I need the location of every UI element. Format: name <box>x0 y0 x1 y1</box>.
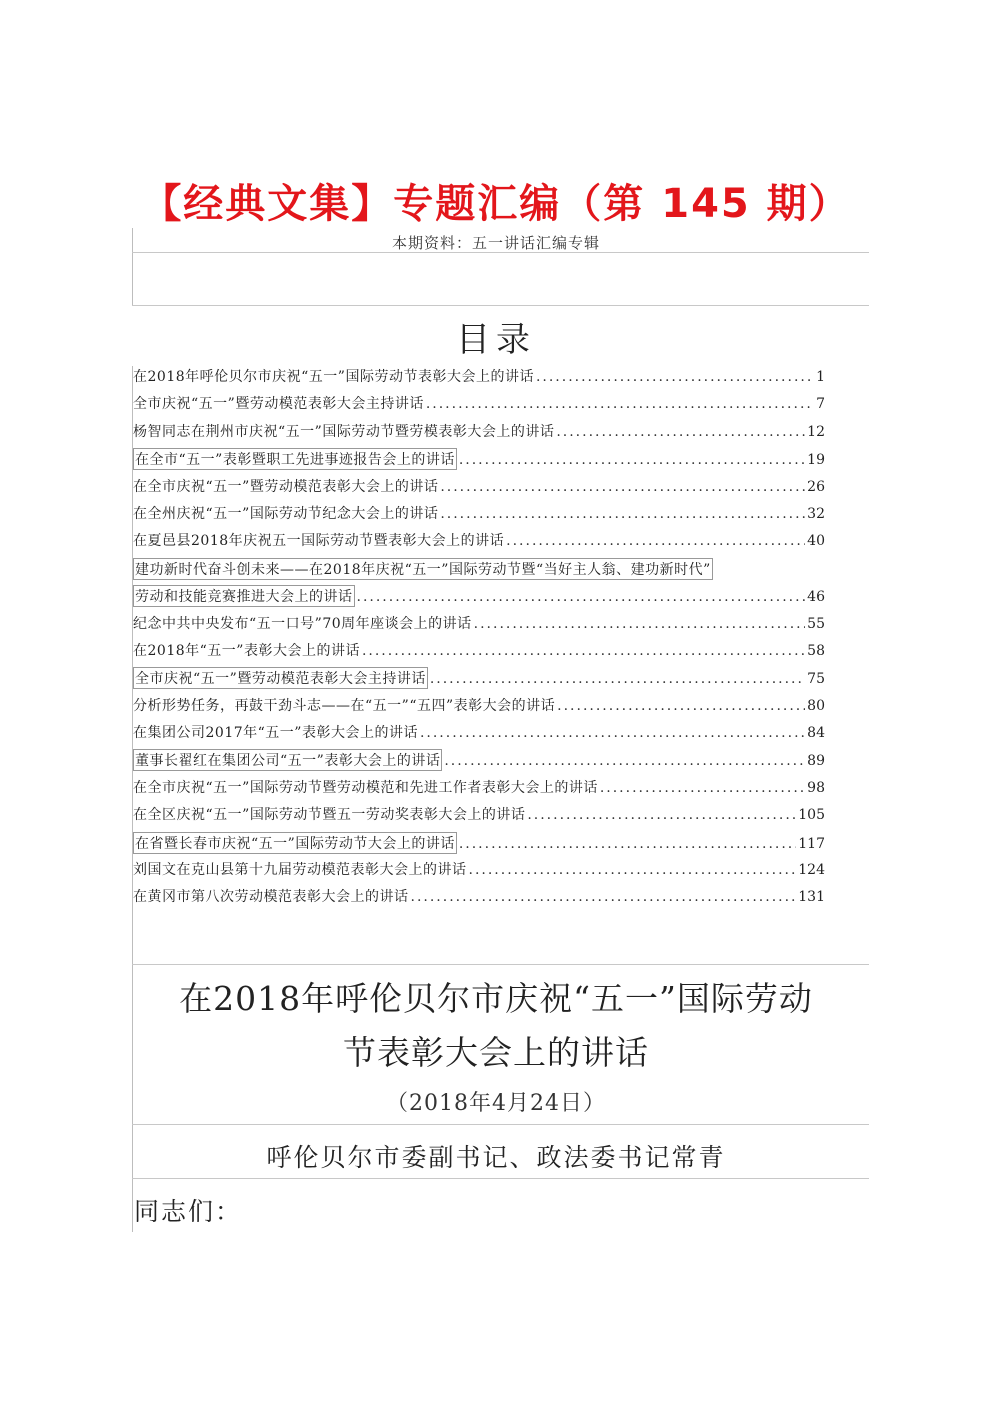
table-of-contents <box>133 366 825 914</box>
toc-entry-title: 杨智同志在荆州市庆祝“五一”国际劳动节暨劳模表彰大会上的讲话 <box>133 423 555 440</box>
speech-greeting: 同志们： <box>134 1197 243 1226</box>
toc-entry-title: 在2018年“五一”表彰大会上的讲话 <box>133 642 360 659</box>
toc-entry-title: 在全区庆祝“五一”国际劳动节暨五一劳动奖表彰大会上的讲话 <box>133 807 526 824</box>
issue-subtitle: 本期资料：五一讲话汇编专辑 <box>391 234 600 252</box>
toc-entry[interactable] <box>133 421 825 448</box>
toc-page-number: 55 <box>807 615 825 632</box>
toc-entry-title: 刘国文在克山县第十九届劳动模范表彰大会上的讲话 <box>133 862 467 879</box>
toc-entry[interactable] <box>133 585 825 612</box>
divider-line <box>132 305 869 306</box>
toc-entry-title: 建功新时代奋斗创未来——在2018年庆祝“五一”国际劳动节暨“当好主人翁、建功新时代” <box>133 558 713 580</box>
toc-page-number: 124 <box>798 862 825 879</box>
toc-dot-leader <box>600 780 805 796</box>
toc-page-number: 105 <box>798 807 825 824</box>
divider-line <box>132 1178 869 1179</box>
toc-dot-leader <box>362 643 805 659</box>
toc-dot-leader <box>459 836 796 852</box>
toc-entry[interactable] <box>133 859 825 886</box>
toc-entry-title: 在全州庆祝“五一”国际劳动节纪念大会上的讲话 <box>133 505 439 522</box>
toc-dot-leader <box>411 889 797 905</box>
toc-heading: 目录 <box>456 320 536 360</box>
toc-dot-leader <box>556 424 805 440</box>
toc-dot-leader <box>444 753 805 769</box>
toc-entry-title: 在全市庆祝“五一”国际劳动节暨劳动模范和先进工作者表彰大会上的讲话 <box>133 779 598 796</box>
toc-entry-title: 纪念中共中央发布“五一口号”70周年座谈会上的讲话 <box>133 615 472 632</box>
toc-dot-leader <box>420 725 805 741</box>
toc-page-number: 75 <box>807 671 825 688</box>
toc-entry-title: 劳动和技能竞赛推进大会上的讲话 <box>133 585 355 607</box>
toc-page-number: 12 <box>807 423 825 440</box>
toc-entry[interactable] <box>133 503 825 530</box>
toc-entry[interactable] <box>133 640 825 667</box>
toc-entry-title: 在省暨长春市庆祝“五一”国际劳动节大会上的讲话 <box>133 832 457 854</box>
toc-page-number: 80 <box>807 697 825 714</box>
toc-entry[interactable] <box>133 777 825 804</box>
toc-entry-title: 在2018年呼伦贝尔市庆祝“五一”国际劳动节表彰大会上的讲话 <box>133 369 534 385</box>
speech-author: 呼伦贝尔市委副书记、政法委书记常青 <box>266 1143 726 1172</box>
speech-title-line1: 在2018年呼伦贝尔市庆祝“五一”国际劳动 <box>179 979 813 1018</box>
toc-dot-leader <box>430 671 805 687</box>
toc-entry[interactable] <box>133 804 825 831</box>
toc-entry[interactable] <box>133 558 825 585</box>
toc-page-number: 26 <box>807 478 825 495</box>
toc-dot-leader <box>440 506 805 522</box>
toc-page-number: 131 <box>798 889 825 906</box>
toc-page-number: 84 <box>807 725 825 742</box>
toc-page-number: 58 <box>807 642 825 659</box>
toc-page-number: 40 <box>807 533 825 550</box>
speech-title-line2: 节表彰大会上的讲话 <box>343 1033 649 1072</box>
toc-entry[interactable] <box>133 366 825 393</box>
divider-line <box>132 1124 869 1125</box>
toc-page-number: 7 <box>816 396 825 413</box>
toc-dot-leader <box>469 862 797 878</box>
toc-page-number: 98 <box>807 779 825 796</box>
toc-dot-leader <box>474 616 806 632</box>
toc-entry[interactable] <box>133 722 825 749</box>
toc-dot-leader <box>557 698 805 714</box>
toc-entry[interactable] <box>133 613 825 640</box>
toc-dot-leader <box>357 589 806 605</box>
toc-entry-title: 全市庆祝“五一”暨劳动模范表彰大会主持讲话 <box>133 667 428 689</box>
divider-line <box>132 964 869 965</box>
toc-dot-leader <box>536 369 813 385</box>
toc-entry[interactable] <box>133 749 825 776</box>
speech-title <box>0 972 992 1080</box>
toc-entry-title: 全市庆祝“五一”暨劳动模范表彰大会主持讲话 <box>133 396 424 413</box>
toc-page-number: 89 <box>807 753 825 770</box>
toc-entry-title: 分析形势任务，再鼓干劲斗志——在“五一”“五四”表彰大会的讲话 <box>133 697 556 714</box>
toc-entry[interactable] <box>133 886 825 913</box>
toc-entry[interactable] <box>133 695 825 722</box>
toc-dot-leader <box>506 533 805 549</box>
collection-title: 【经典文集】专题汇编（第 145 期） <box>141 181 851 227</box>
toc-page-number: 117 <box>798 835 825 852</box>
toc-entry[interactable] <box>133 667 825 694</box>
toc-dot-leader <box>459 452 805 468</box>
toc-dot-leader <box>426 396 813 412</box>
toc-page-number: 32 <box>807 505 825 522</box>
toc-entry[interactable] <box>133 530 825 557</box>
toc-entry[interactable] <box>133 476 825 503</box>
toc-entry-title: 在夏邑县2018年庆祝五一国际劳动节暨表彰大会上的讲话 <box>133 533 505 550</box>
toc-page-number: 19 <box>807 452 825 469</box>
toc-entry-title: 在全市“五一”表彰暨职工先进事迹报告会上的讲话 <box>133 448 457 470</box>
toc-entry-title: 在集团公司2017年“五一”表彰大会上的讲话 <box>133 725 418 742</box>
toc-entry[interactable] <box>133 832 825 859</box>
toc-page-number: 46 <box>807 589 825 606</box>
toc-entry-title: 在黄冈市第八次劳动模范表彰大会上的讲话 <box>133 889 409 906</box>
toc-dot-leader <box>440 479 805 495</box>
toc-dot-leader <box>527 807 796 823</box>
toc-page-number: 1 <box>816 369 825 385</box>
toc-entry[interactable] <box>133 393 825 420</box>
toc-entry-title: 董事长翟红在集团公司“五一”表彰大会上的讲话 <box>133 749 442 771</box>
speech-date: （2018年4月24日） <box>386 1091 606 1116</box>
toc-entry-title: 在全市庆祝“五一”暨劳动模范表彰大会上的讲话 <box>133 478 439 495</box>
toc-entry[interactable] <box>133 448 825 475</box>
